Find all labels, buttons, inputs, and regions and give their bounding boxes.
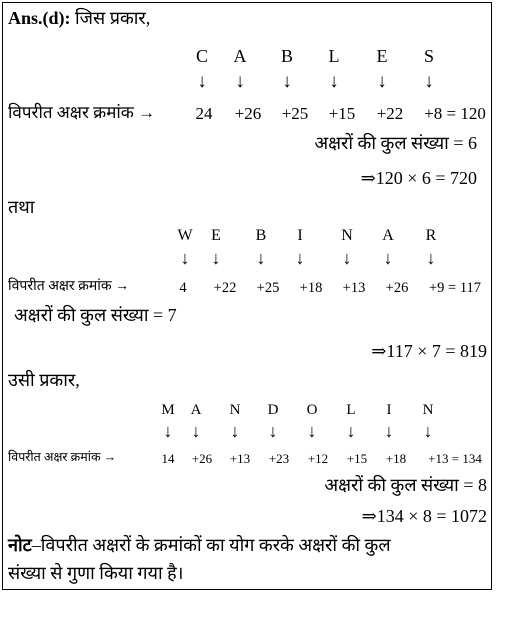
- rank-value: 14: [161, 451, 175, 466]
- letter-count: अक्षरों की कुल संख्या = 8: [324, 475, 487, 495]
- heading-text: जिस प्रकार,: [75, 8, 151, 28]
- rank-value: +13: [229, 451, 251, 466]
- note-text: –विपरीत अक्षरों के क्रमांकों का योग करके अक्षरों की कुल: [31, 535, 391, 555]
- down-arrow-icon: ↓: [191, 421, 201, 441]
- answer-heading: [8, 9, 150, 27]
- rank-value: +26: [191, 451, 213, 466]
- down-arrow-icon: ↓: [377, 71, 387, 92]
- rank-value: +22: [376, 104, 404, 123]
- letter: L: [328, 46, 340, 66]
- connector-text: उसी प्रकार,: [8, 370, 80, 390]
- down-arrow-icon: ↓: [268, 421, 278, 441]
- down-arrow-icon: ↓: [163, 421, 173, 441]
- letter: A: [190, 402, 202, 418]
- letter: L: [346, 402, 356, 418]
- rank-value: +15: [346, 451, 368, 466]
- mandolin-letters: [0, 403, 511, 423]
- rank-value: +15: [328, 104, 356, 123]
- rank-value: 24: [195, 104, 213, 123]
- rank-value: +22: [213, 280, 237, 296]
- rank-value: +18: [385, 451, 407, 466]
- reverse-rank-label: विपरीत अक्षर क्रमांक →: [8, 103, 156, 122]
- rank-sum: +8 = 120: [424, 104, 486, 123]
- down-arrow-icon: ↓: [346, 421, 356, 441]
- letter-count: अक्षरों की कुल संख्या = 7: [14, 305, 177, 325]
- cables-values: [0, 105, 511, 125]
- note-prefix: नोट: [8, 535, 32, 555]
- rank-value: +26: [385, 280, 409, 296]
- down-arrow-icon: ↓: [342, 248, 352, 268]
- reverse-rank-label: विपरीत अक्षर क्रमांक →: [8, 450, 117, 464]
- letter: D: [267, 402, 279, 418]
- letter: I: [386, 402, 392, 418]
- mandolin-values: [0, 452, 511, 472]
- webinar-values: [0, 281, 511, 301]
- connector-text: तथा: [8, 197, 35, 217]
- down-arrow-icon: ↓: [295, 248, 305, 268]
- down-arrow-icon: ↓: [426, 248, 436, 268]
- down-arrow-icon: ↓: [230, 421, 240, 441]
- letter: I: [297, 227, 303, 244]
- letter: B: [255, 227, 267, 244]
- webinar-letters: [0, 228, 511, 248]
- letter: A: [233, 46, 247, 66]
- rank-value: +26: [234, 104, 262, 123]
- answer-label: Ans.(d):: [8, 8, 71, 28]
- down-arrow-icon: ↓: [197, 71, 207, 92]
- down-arrow-icon: ↓: [211, 248, 221, 268]
- down-arrow-icon: ↓: [307, 421, 317, 441]
- note-line-2: संख्या से गुणा किया गया है।: [8, 563, 184, 583]
- result: ⇒120 × 6 = 720: [360, 168, 477, 188]
- letter: N: [422, 402, 434, 418]
- letter: M: [161, 402, 175, 418]
- letter: N: [229, 402, 241, 418]
- reverse-rank-label: विपरीत अक्षर क्रमांक →: [8, 279, 130, 294]
- letter: B: [280, 46, 294, 66]
- rank-value: +23: [268, 451, 290, 466]
- rank-value: 4: [179, 280, 187, 296]
- letter: N: [341, 227, 353, 244]
- letter: C: [195, 46, 209, 66]
- letter: O: [306, 402, 318, 418]
- letter: E: [376, 46, 388, 66]
- letter: A: [382, 227, 394, 244]
- letter: E: [211, 227, 221, 244]
- rank-value: +13: [342, 280, 366, 296]
- rank-value: +25: [256, 280, 280, 296]
- result: ⇒117 × 7 = 819: [371, 341, 487, 361]
- letter-count: अक्षरों की कुल संख्या = 6: [314, 133, 477, 153]
- letter: S: [423, 46, 435, 66]
- down-arrow-icon: ↓: [235, 71, 245, 92]
- down-arrow-icon: ↓: [424, 71, 434, 92]
- down-arrow-icon: ↓: [384, 421, 394, 441]
- down-arrow-icon: ↓: [282, 71, 292, 92]
- down-arrow-icon: ↓: [180, 248, 190, 268]
- mandolin-arrows: [0, 422, 511, 442]
- down-arrow-icon: ↓: [383, 248, 393, 268]
- cables-arrows: [0, 72, 511, 92]
- down-arrow-icon: ↓: [329, 71, 339, 92]
- down-arrow-icon: ↓: [256, 248, 266, 268]
- cables-letters: [0, 47, 511, 67]
- rank-value: +12: [307, 451, 329, 466]
- rank-sum: +9 = 117: [428, 280, 482, 296]
- letter: R: [425, 227, 437, 244]
- down-arrow-icon: ↓: [423, 421, 433, 441]
- rank-value: +25: [281, 104, 309, 123]
- rank-sum: +13 = 134: [428, 451, 482, 466]
- webinar-arrows: [0, 249, 511, 269]
- letter: W: [177, 227, 193, 244]
- rank-value: +18: [299, 280, 323, 296]
- result: ⇒134 × 8 = 1072: [361, 506, 487, 526]
- note-line-1: [8, 536, 391, 554]
